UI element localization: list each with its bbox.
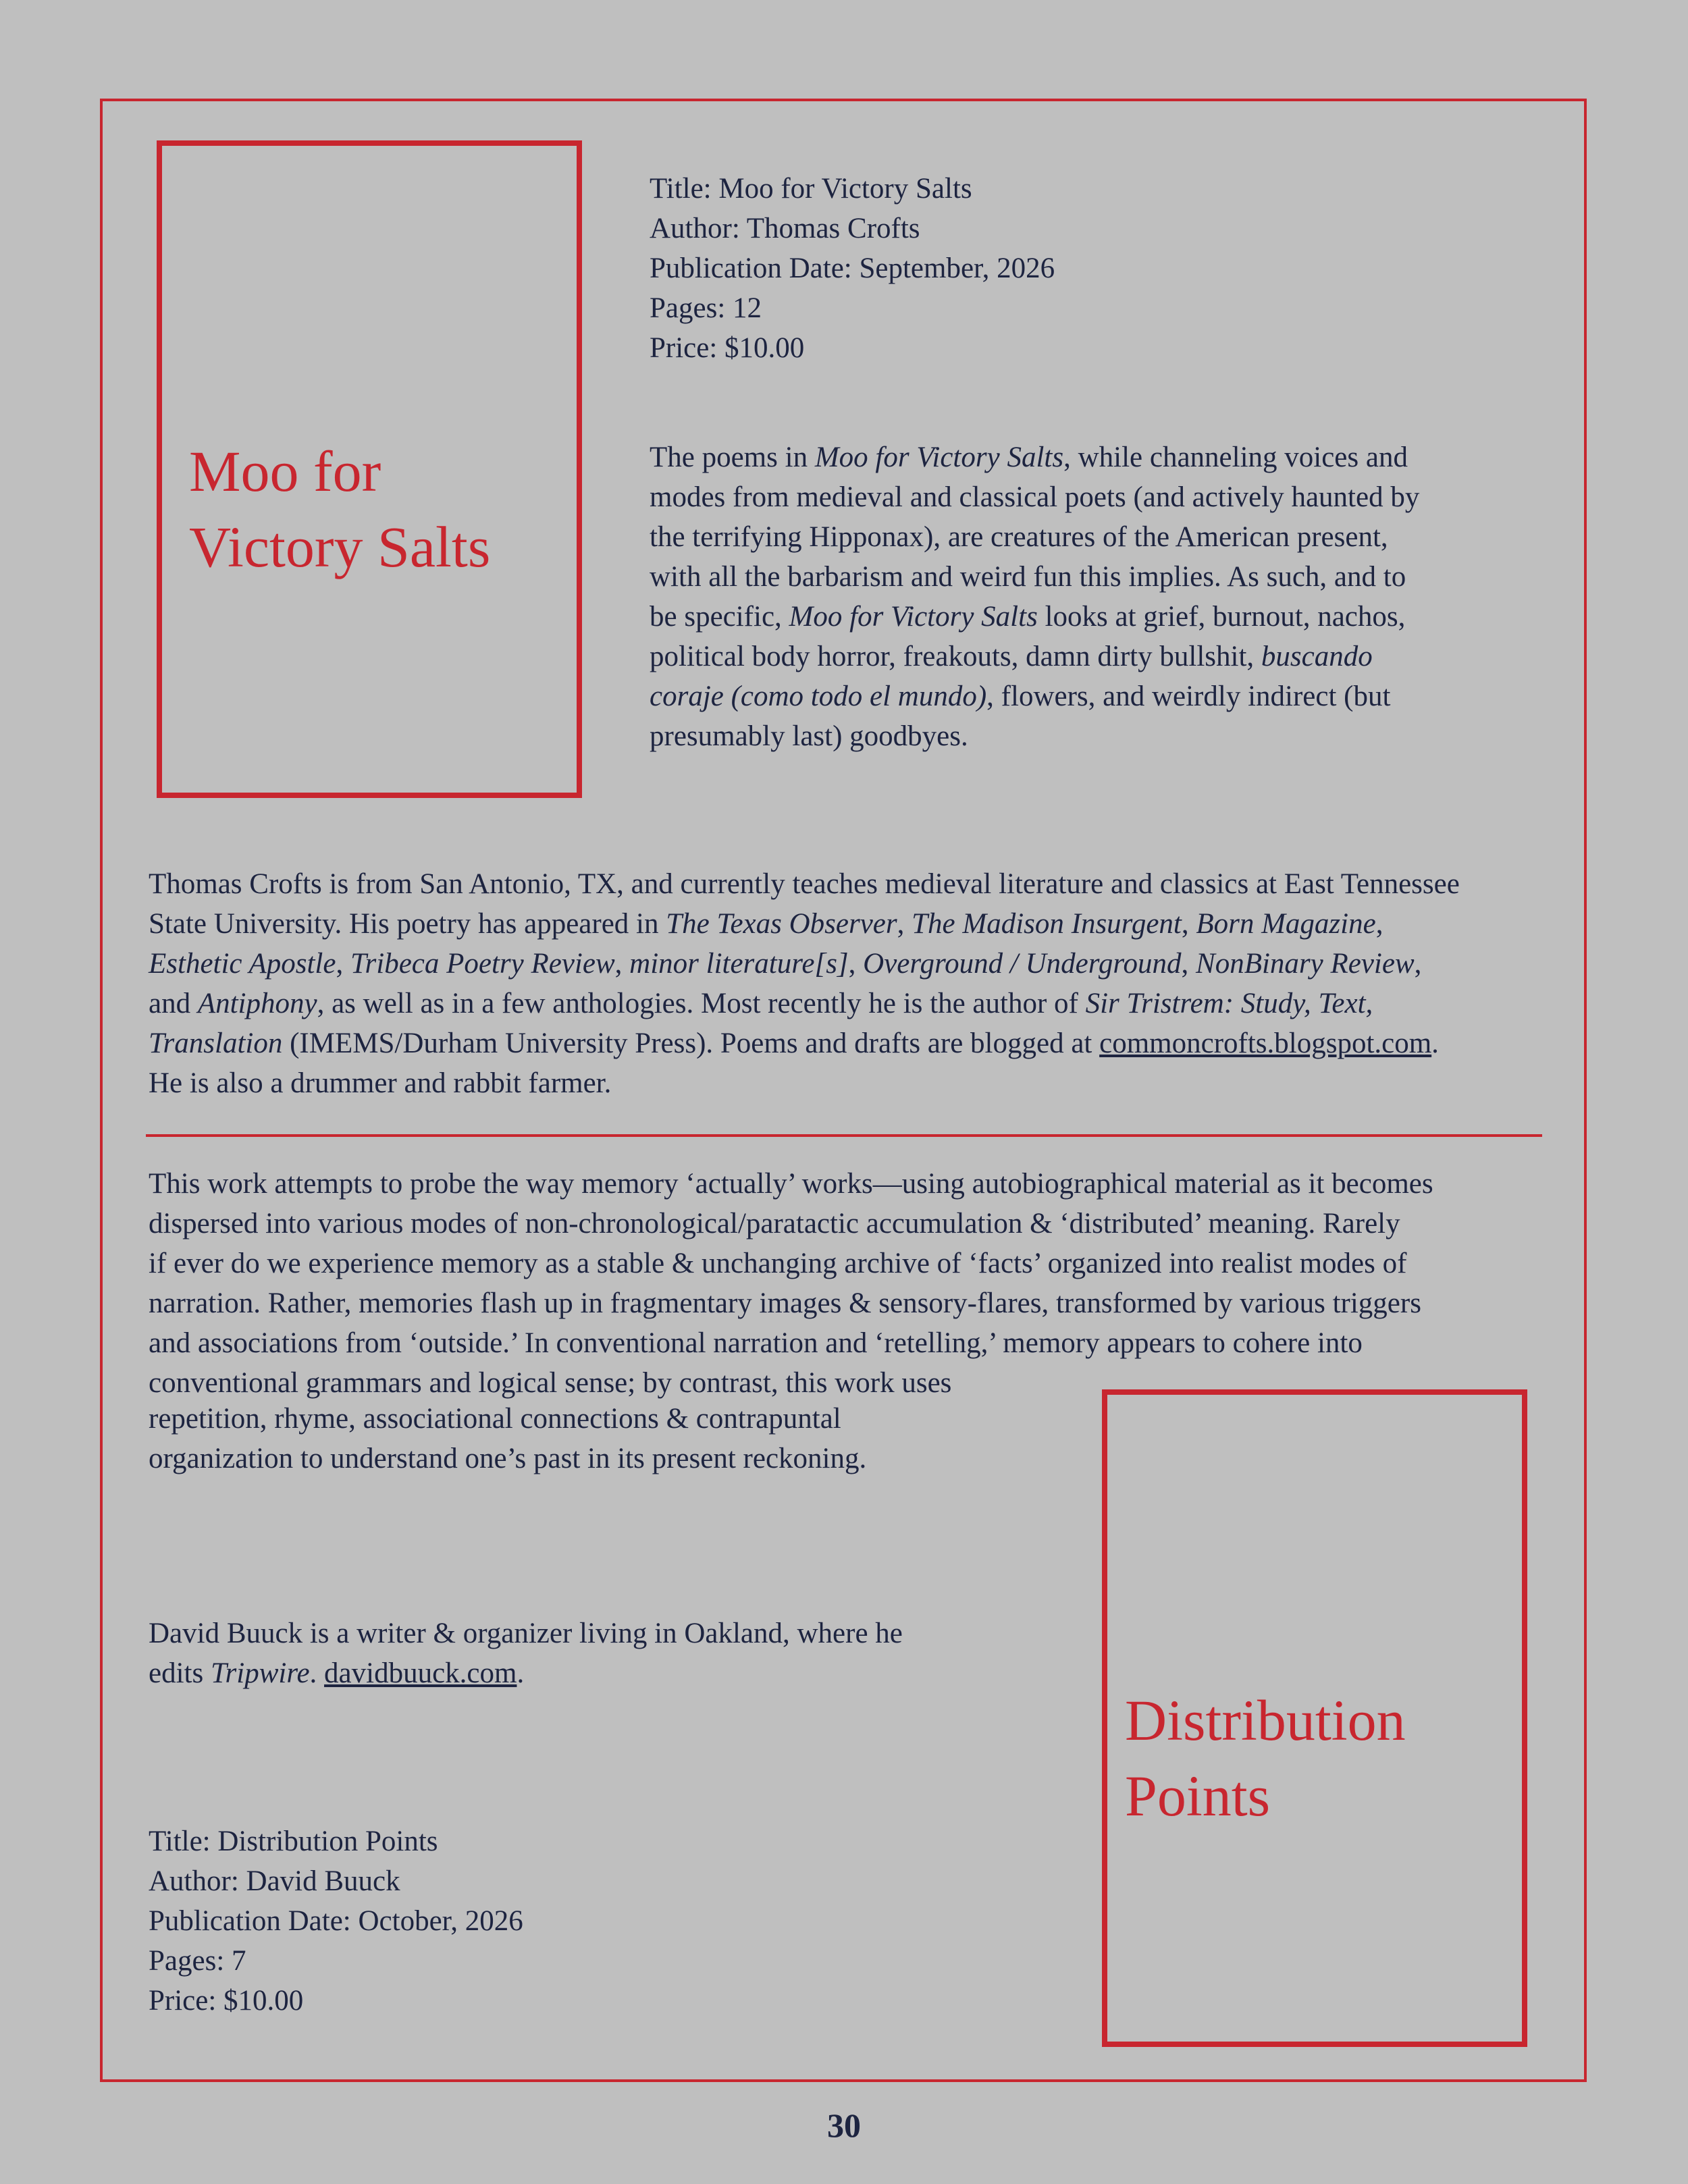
book1-pages: Pages: 12	[650, 292, 762, 324]
book1-description	[650, 437, 1419, 756]
publication-italic: minor literature[s]	[629, 948, 849, 980]
text-line: modes from medieval and classical poets (and actively haunted by	[650, 481, 1420, 513]
text-run: edits	[149, 1657, 211, 1689]
publication-italic: The Madison Insurgent	[912, 908, 1182, 940]
book1-price: Price: $10.00	[650, 332, 805, 364]
text-line: with all the barbarism and weird fun this implies. As such, and to	[650, 561, 1406, 593]
publication-italic: NonBinary Review	[1196, 948, 1415, 980]
text-run: ,	[1414, 948, 1422, 980]
book1-cover-title-line: Moo for	[189, 439, 381, 504]
book-title-italic: Moo for Victory Salts	[789, 601, 1038, 633]
book2-author-bio	[149, 1614, 903, 1693]
text-line: conventional grammars and logical sense; by contrast, this work uses	[149, 1367, 952, 1399]
publication-italic: Tripwire	[210, 1657, 310, 1689]
book1-title: Title: Moo for Victory Salts	[650, 173, 972, 205]
text-run: political body horror, freakouts, damn dirty bullshit,	[650, 641, 1261, 672]
text-run: .	[1431, 1028, 1439, 1059]
text-line: This work attempts to probe the way memory ‘actually’ works—using autobiographical material as it becomes	[149, 1168, 1433, 1200]
page-number: 30	[827, 2106, 861, 2144]
text-line: and associations from ‘outside.’ In conventional narration and ‘retelling,’ memory appears to cohere into	[149, 1327, 1363, 1359]
text-run: ,	[1375, 908, 1383, 940]
text-run: and	[149, 988, 198, 1019]
book-title-italic: Moo for Victory Salts	[814, 442, 1064, 473]
text-run: , flowers, and weirdly indirect (but	[986, 681, 1391, 712]
publication-italic: Antiphony	[197, 988, 317, 1019]
text-run: be specific,	[650, 601, 789, 633]
book1-cover-title	[189, 433, 490, 585]
publication-italic: Esthetic Apostle	[149, 948, 336, 980]
book2-cover-title-line: Points	[1125, 1763, 1271, 1828]
text-line: narration. Rather, memories flash up in fragmentary images & sensory-flares, transformed by various triggers	[149, 1287, 1421, 1319]
text-run: looks at grief, burnout, nachos,	[1037, 601, 1406, 633]
author-website-link[interactable]: davidbuuck.com	[324, 1657, 517, 1689]
book2-price: Price: $10.00	[149, 1985, 304, 2017]
book1-author-bio	[149, 864, 1460, 1103]
text-run: ,	[614, 948, 630, 980]
text-line: if ever do we experience memory as a stable & unchanging archive of ‘facts’ organized into realist modes of	[149, 1248, 1407, 1279]
text-line: repetition, rhyme, associational connections & contrapuntal	[149, 1403, 841, 1435]
text-line: dispersed into various modes of non-chronological/paratactic accumulation & ‘distributed’ meaning. Rarely	[149, 1208, 1400, 1240]
text-run: .	[309, 1657, 325, 1689]
text-line: Thomas Crofts is from San Antonio, TX, and currently teaches medieval literature and classics at East Tennessee	[149, 868, 1460, 900]
book2-author: Author: David Buuck	[149, 1865, 400, 1897]
text-line: David Buuck is a writer & organizer living in Oakland, where he	[149, 1618, 903, 1649]
publication-italic: Sir Tristrem: Study, Text,	[1085, 988, 1373, 1019]
book2-metadata	[149, 1821, 523, 2021]
book1-author: Author: Thomas Crofts	[650, 213, 920, 244]
text-line: organization to understand one’s past in its present reckoning.	[149, 1443, 867, 1474]
text-line: the terrifying Hipponax), are creatures of the American present,	[650, 521, 1388, 553]
italic-run: buscando	[1261, 641, 1373, 672]
book1-metadata	[650, 169, 1055, 368]
publication-italic: Tribeca Poetry Review	[350, 948, 615, 980]
text-run: , as well as in a few anthologies. Most recently he is the author of	[317, 988, 1086, 1019]
publication-italic: Translation	[149, 1028, 283, 1059]
text-run: The poems in	[650, 442, 815, 473]
text-run: .	[517, 1657, 525, 1689]
book2-title: Title: Distribution Points	[149, 1826, 438, 1857]
text-line: presumably last) goodbyes.	[650, 720, 968, 752]
text-run: (IMEMS/Durham University Press). Poems and drafts are blogged at	[282, 1028, 1100, 1059]
text-run: State University. His poetry has appeared in	[149, 908, 666, 940]
publication-italic: The Texas Observer	[666, 908, 897, 940]
text-line: He is also a drummer and rabbit farmer.	[149, 1067, 612, 1099]
book2-date: Publication Date: October, 2026	[149, 1905, 523, 1937]
text-run: ,	[1181, 948, 1196, 980]
text-run: ,	[1181, 908, 1196, 940]
text-run: ,	[897, 908, 912, 940]
book2-cover-title-line: Distribution	[1125, 1688, 1406, 1753]
section-divider	[146, 1134, 1542, 1137]
text-run: ,	[336, 948, 350, 980]
book1-date: Publication Date: September, 2026	[650, 252, 1055, 284]
text-run: ,	[848, 948, 864, 980]
author-blog-link[interactable]: commoncrofts.blogspot.com	[1099, 1028, 1432, 1059]
publication-italic: Born Magazine	[1196, 908, 1376, 940]
text-run: , while channeling voices and	[1063, 442, 1408, 473]
italic-run: coraje (como todo el mundo)	[650, 681, 987, 712]
publication-italic: Overground / Underground	[863, 948, 1182, 980]
book1-cover-title-line: Victory Salts	[189, 514, 491, 579]
book2-cover-title	[1125, 1682, 1406, 1834]
book2-pages: Pages: 7	[149, 1945, 246, 1977]
